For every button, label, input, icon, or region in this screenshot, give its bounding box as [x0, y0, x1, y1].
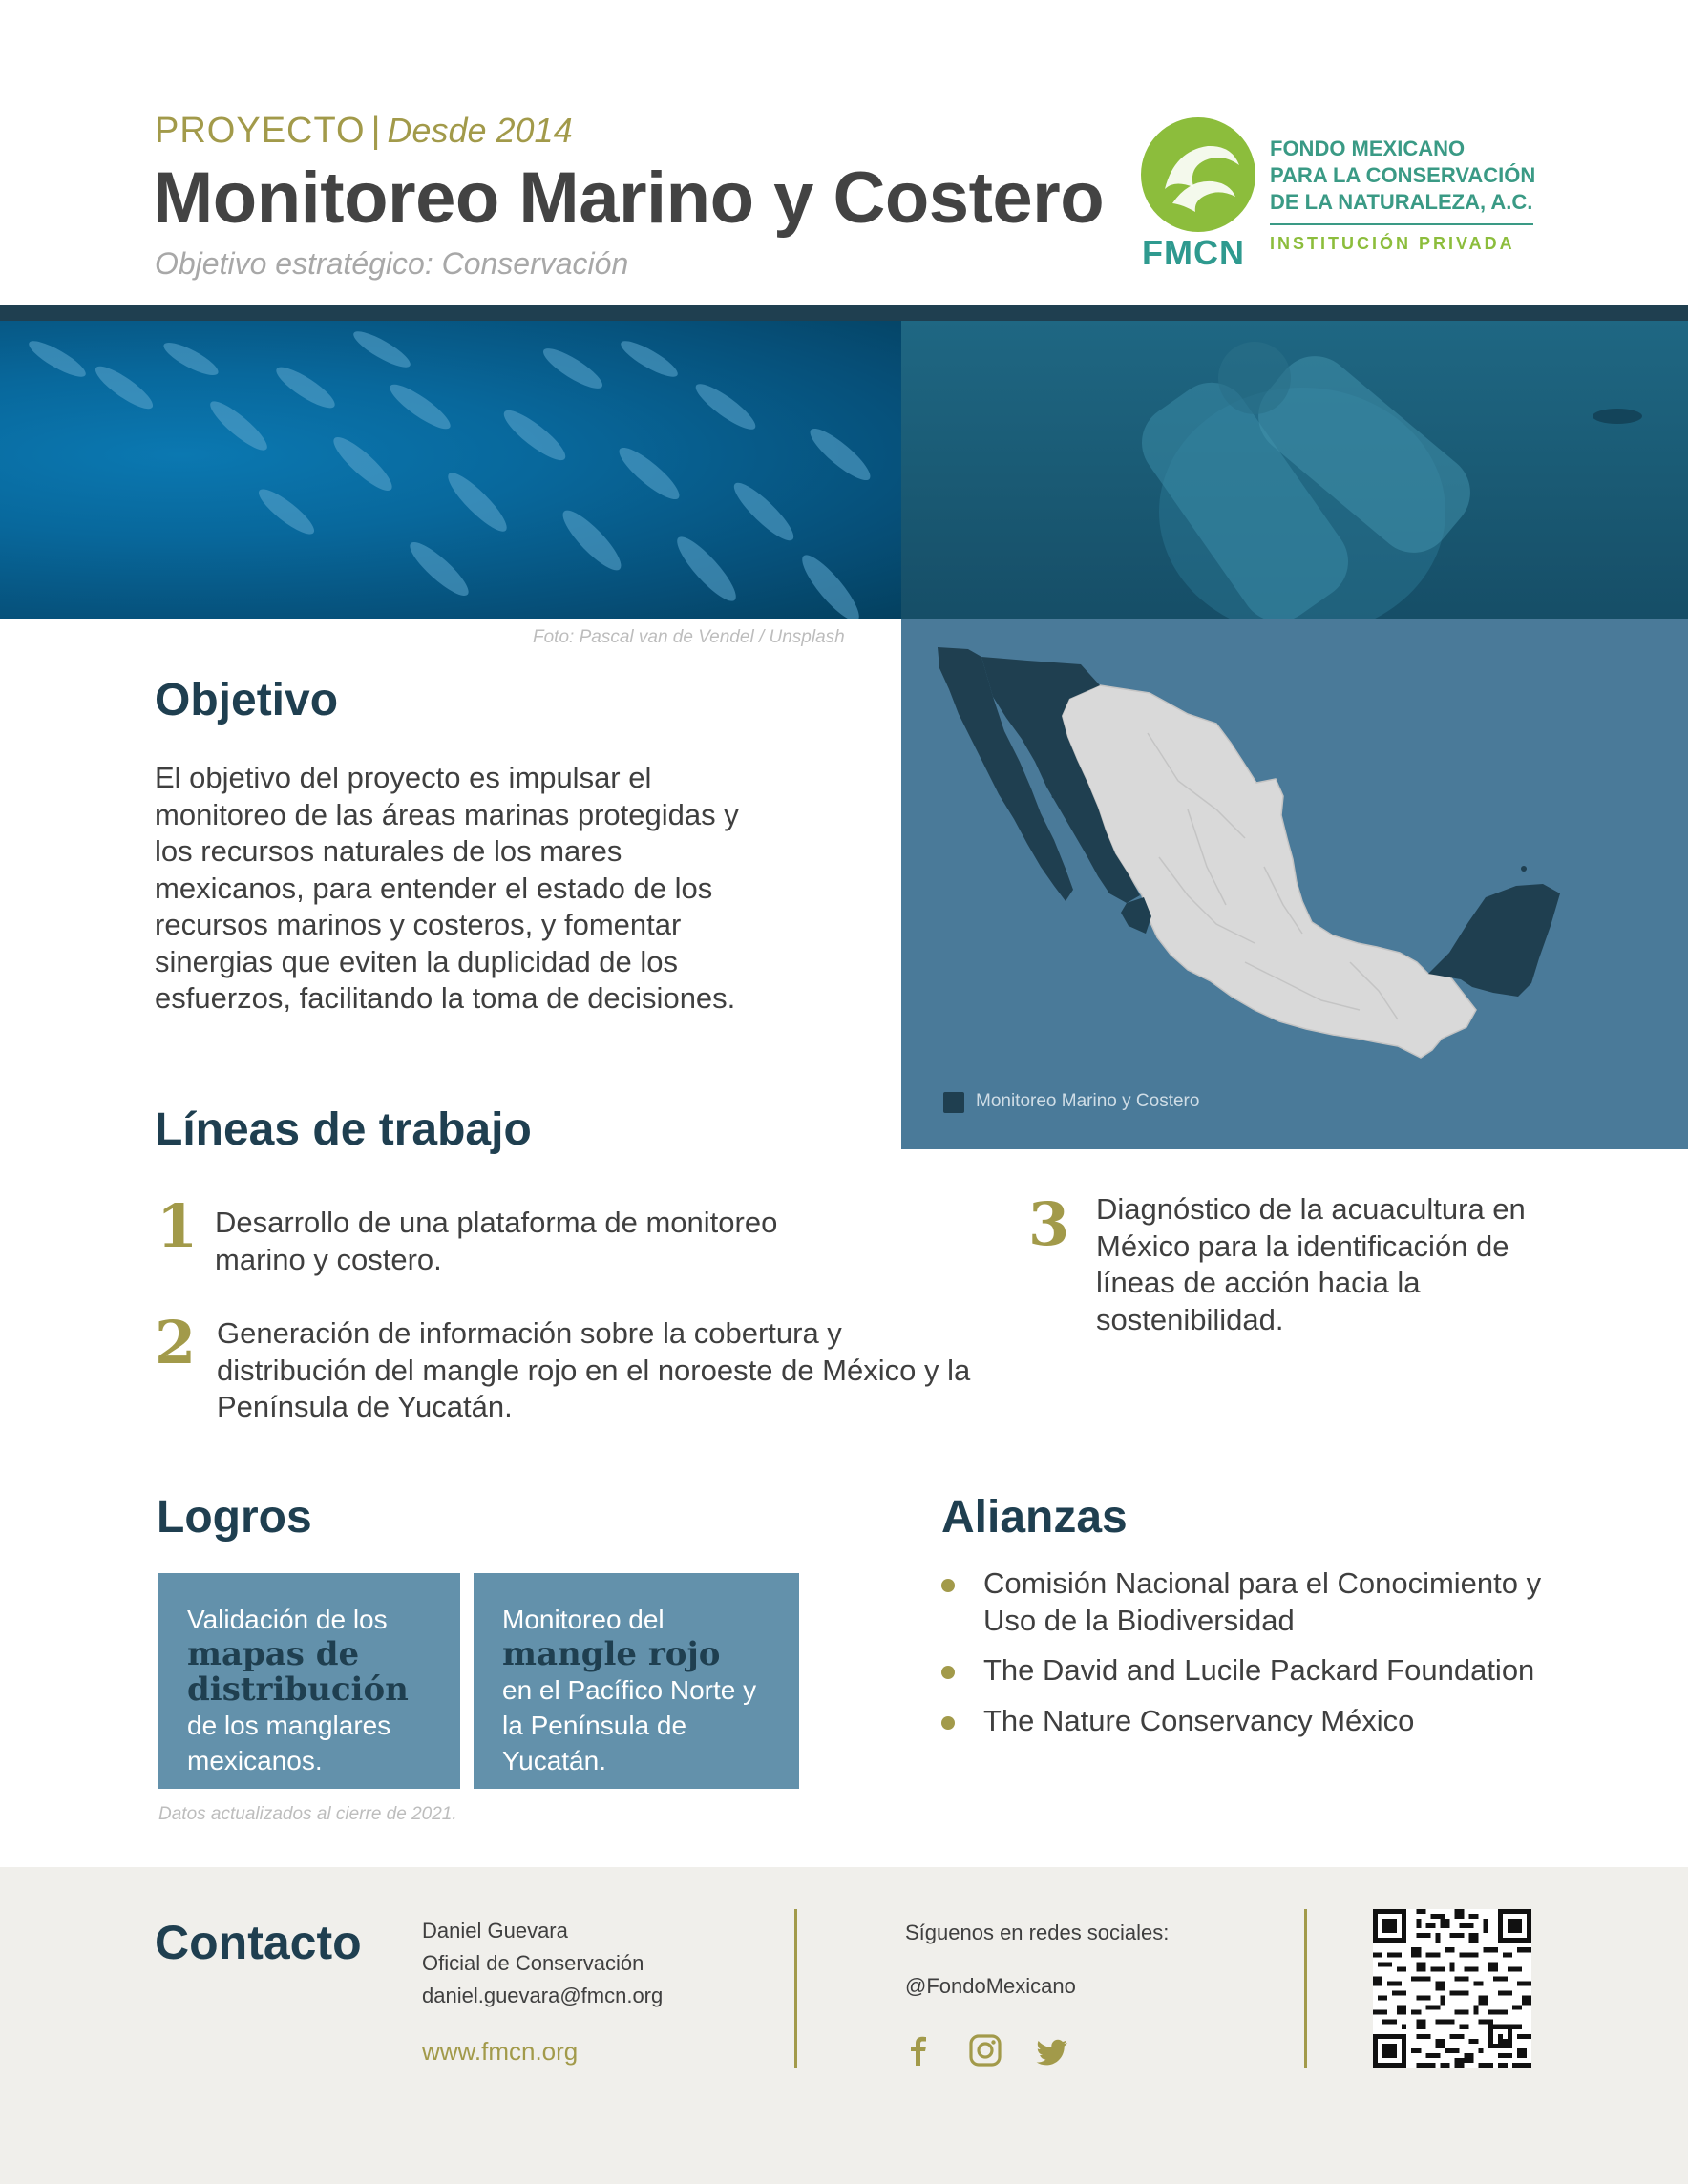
- achievement-highlight: mangle rojo: [502, 1635, 721, 1673]
- website-link[interactable]: www.fmcn.org: [422, 2037, 579, 2066]
- line-text: Generación de información sobre la cobertura y distribución del mangle rojo en el noroeste de México y la Península de Yucatán.: [217, 1316, 971, 1423]
- page-subtitle: Objetivo estratégico: Conservación: [155, 246, 629, 281]
- alliance-item: [941, 1703, 1572, 1741]
- kicker-separator: |: [370, 111, 382, 151]
- legend-swatch: [943, 1092, 964, 1113]
- objetivo-paragraph: El objetivo del proyecto es impulsar el monitoreo de las áreas marinas protegidas y los recursos naturales de los mares mexicanos, para entender el estado de los recursos marinos y costeros, y fomentar sinergias que eviten la duplicidad de los esfuerzos, facilitando la toma de decisiones.: [155, 761, 739, 1015]
- facebook-icon[interactable]: [901, 2033, 936, 2068]
- line-text: Desarrollo de una plataforma de monitoreo marino y costero.: [215, 1206, 778, 1276]
- footer-divider: [1304, 1909, 1307, 2068]
- alianzas-heading: Alianzas: [941, 1492, 1128, 1543]
- qr-code-icon[interactable]: [1373, 1909, 1531, 2068]
- fish-school-photo: [0, 321, 901, 619]
- line-number: 2: [155, 1308, 197, 1377]
- logo-tagline: INSTITUCIÓN PRIVADA: [1270, 234, 1515, 253]
- achievement-pre: Monitoreo del: [502, 1605, 665, 1634]
- fish-school-illustration: [0, 321, 901, 619]
- island-marker: [1052, 794, 1057, 799]
- contacto-heading: Contacto: [155, 1916, 362, 1969]
- line-text: Diagnóstico de la acuacultura en México para la identificación de líneas de acción hacia la sostenibilidad.: [1096, 1192, 1526, 1336]
- social-label: Síguenos en redes sociales:: [905, 1921, 1170, 1944]
- logo-name-line: PARA LA CONSERVACIÓN: [1270, 163, 1536, 187]
- logo-name-line: DE LA NATURALEZA, A.C.: [1270, 190, 1533, 214]
- alliance-item: [941, 1652, 1572, 1690]
- achievement-post: de los manglares mexicanos.: [187, 1711, 391, 1775]
- line-number: 3: [1028, 1189, 1070, 1259]
- social-handle: @FondoMexicano: [905, 1974, 1076, 1998]
- lineas-heading: Líneas de trabajo: [155, 1104, 532, 1155]
- objetivo-heading: Objetivo: [155, 675, 339, 725]
- achievement-box: [158, 1573, 460, 1789]
- bullet-icon: [941, 1716, 955, 1730]
- contact-role: Oficial de Conservación: [422, 1951, 644, 1975]
- twitter-icon[interactable]: [1035, 2035, 1069, 2069]
- legend-label: Monitoreo Marino y Costero: [976, 1091, 1200, 1111]
- mexico-map: [901, 619, 1688, 1149]
- achievement-box: [474, 1573, 799, 1789]
- page-title: Monitoreo Marino y Costero: [153, 158, 1105, 239]
- instagram-icon[interactable]: [968, 2033, 1002, 2068]
- contact-email-link[interactable]: daniel.guevara@fmcn.org: [422, 1984, 664, 2007]
- contact-name: Daniel Guevara: [422, 1919, 568, 1942]
- alliance-name: Comisión Nacional para el Conocimiento y Uso de la Biodiversidad: [983, 1566, 1542, 1637]
- logo-divider: [1270, 223, 1533, 225]
- bullet-icon: [941, 1666, 955, 1679]
- achievement-highlight: mapas de distribución: [187, 1635, 409, 1709]
- alliance-name: The Nature Conservancy México: [983, 1704, 1415, 1737]
- fmcn-logo-icon: [1136, 113, 1260, 237]
- logo-acronym: FMCN: [1142, 233, 1245, 272]
- header-band: [0, 305, 1688, 321]
- logo-organization-name: [1270, 136, 1556, 216]
- alliance-item: [941, 1565, 1572, 1642]
- project-kicker: [155, 111, 573, 152]
- alliance-name: The David and Lucile Packard Foundation: [983, 1653, 1535, 1687]
- logros-heading: Logros: [157, 1492, 312, 1543]
- bullet-icon: [941, 1579, 955, 1592]
- achievement-pre: Validación de los: [187, 1605, 388, 1634]
- footer-divider: [794, 1909, 797, 2068]
- achievement-post: en el Pacífico Norte y la Península de Yucatán.: [502, 1675, 757, 1775]
- kicker-since: Desde 2014: [387, 111, 573, 150]
- line-number: 1: [157, 1191, 199, 1261]
- island-marker: [1521, 866, 1527, 872]
- logros-footnote: Datos actualizados al cierre de 2021.: [158, 1804, 457, 1824]
- diver-photo: [901, 321, 1688, 619]
- kicker-label: PROYECTO: [155, 111, 366, 151]
- logo-name-line: FONDO MEXICANO: [1270, 136, 1466, 160]
- photo-credit: Foto: Pascal van de Vendel / Unsplash: [533, 627, 845, 647]
- mexico-map-panel: [901, 619, 1688, 1149]
- diver-illustration: [901, 321, 1688, 619]
